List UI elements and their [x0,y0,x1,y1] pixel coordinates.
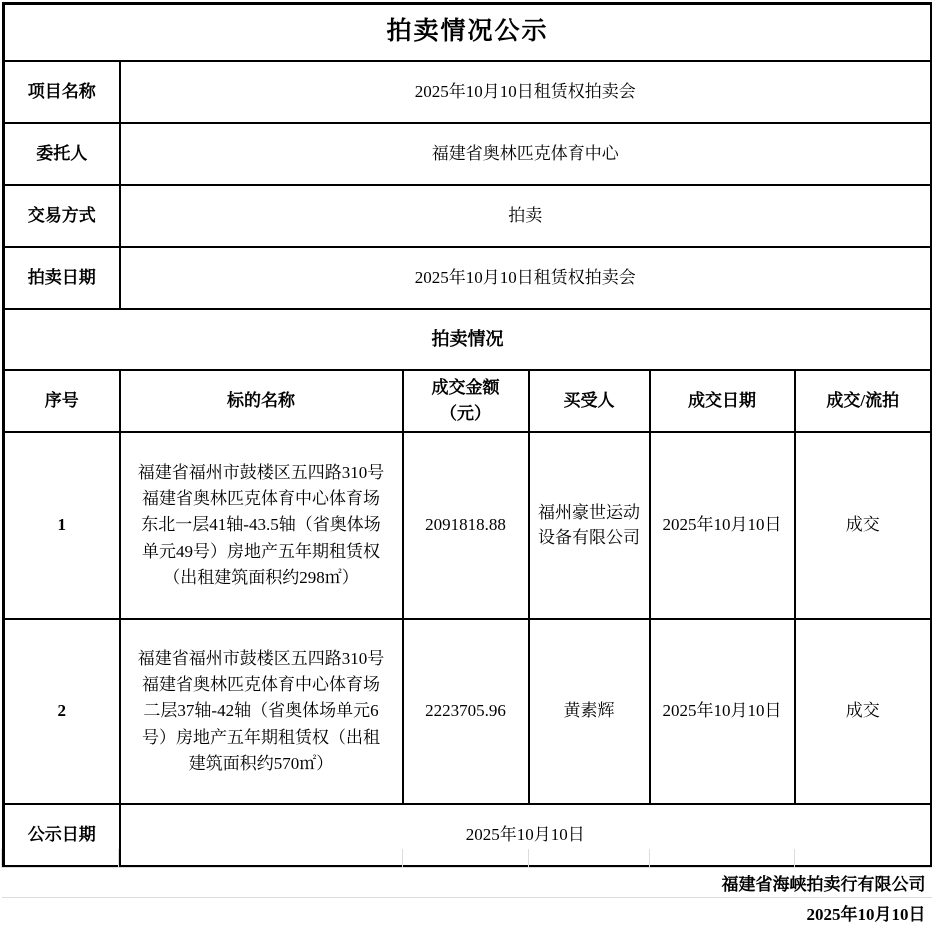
info-row-method [4,185,932,247]
footer-company: 福建省海峡拍卖行有限公司 [2,868,932,898]
lot1-buyer: 福州豪世运动设备有限公司 [529,432,650,619]
footer-date: 2025年10月10日 [2,898,932,926]
col-header-price [403,370,529,432]
info-row-project [4,61,932,123]
footer-company-row [2,868,932,898]
trade-method-value: 拍卖 [120,185,932,247]
project-name-value: 2025年10月10日租赁权拍卖会 [120,61,932,123]
lot2-price: 2223705.96 [403,619,529,804]
auction-date-value: 2025年10月10日租赁权拍卖会 [120,247,932,309]
col-header-deal-date: 成交日期 [650,370,795,432]
column-header-row [4,370,932,432]
lot-row-1 [4,432,932,619]
section-title: 拍卖情况 [4,309,932,370]
col-header-buyer: 买受人 [529,370,650,432]
lot1-seq: 1 [4,432,120,619]
lot2-seq: 2 [4,619,120,804]
info-row-client [4,123,932,185]
col-header-seq: 序号 [4,370,120,432]
ghost-cell [119,849,403,868]
ghost-grid-row [2,849,932,868]
title-row [4,4,932,62]
auction-date-label: 拍卖日期 [4,247,120,309]
lot1-name [120,432,403,619]
trade-method-label: 交易方式 [4,185,120,247]
client-label: 委托人 [4,123,120,185]
ghost-cell [529,849,650,868]
lot2-name-text: 福建省福州市鼓楼区五四路310号福建省奥林匹克体育中心体育场二层37轴-42轴（省奥体场单元6号）房地产五年期租赁权（出租建筑面积约570㎡） [137,648,385,774]
ghost-cell [795,849,932,868]
lot2-name [120,619,403,804]
col-header-price-text: 成交金额（元） [431,378,500,423]
lot1-name-text: 福建省福州市鼓楼区五四路310号福建省奥林匹克体育中心体育场东北一层41轴-43.5轴（省奥体场单元49号）房地产五年期租赁权（出租建筑面积约298㎡） [137,462,385,588]
project-name-label: 项目名称 [4,61,120,123]
ghost-cell [650,849,795,868]
lot1-price: 2091818.88 [403,432,529,619]
lot-row-2 [4,619,932,804]
auction-announcement-table [2,2,932,868]
spreadsheet-ghost-grid [1,849,932,926]
section-row [4,309,932,370]
client-value: 福建省奥林匹克体育中心 [120,123,932,185]
ghost-cell [2,849,119,868]
lot2-status: 成交 [795,619,932,804]
footer-date-row [2,898,932,926]
ghost-cell [403,849,529,868]
lot1-status: 成交 [795,432,932,619]
publish-date-label: 公示日期 [4,804,120,867]
lot1-deal-date: 2025年10月10日 [650,432,795,619]
col-header-lot-name: 标的名称 [120,370,403,432]
publish-date-value: 2025年10月10日 [120,804,932,867]
info-row-auction-date [4,247,932,309]
page-title: 拍卖情况公示 [4,4,932,62]
col-header-status: 成交/流拍 [795,370,932,432]
lot2-buyer: 黄素辉 [529,619,650,804]
lot2-deal-date: 2025年10月10日 [650,619,795,804]
